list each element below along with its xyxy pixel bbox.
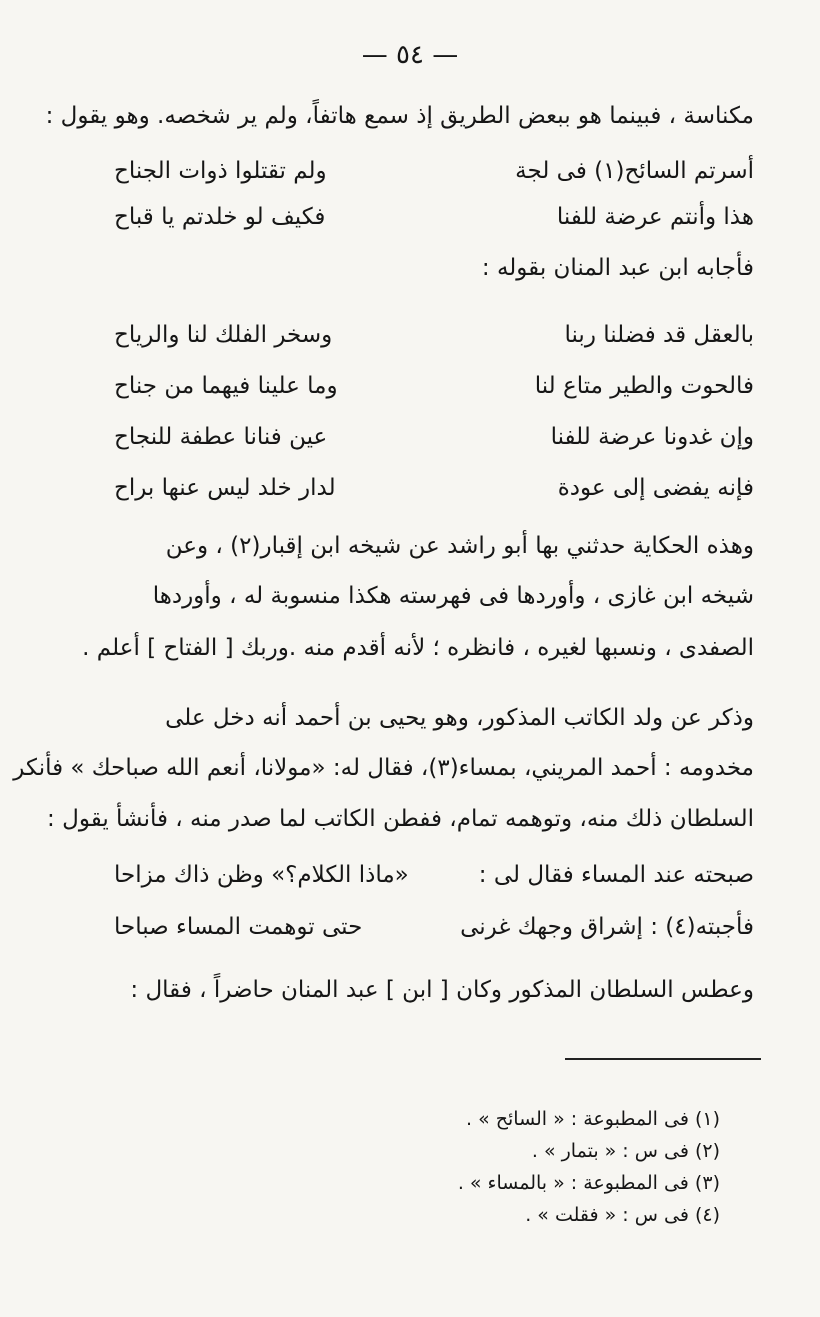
prose-line: شيخه ابن غازى ، وأوردها فى فهرسته هكذا منسوبة له ، وأوردها xyxy=(152,583,754,609)
prose-line: الصفدى ، ونسبها لغيره ، فانظره ؛ لأنه أقدم منه .وربك [ الفتاح ] أعلم . xyxy=(82,635,754,661)
verse-second-hemistich: فكيف لو خلدتم يا قباح xyxy=(114,204,326,230)
verse-second-hemistich: وسخر الفلك لنا والرياح xyxy=(114,322,333,348)
verse-second-hemistich: «ماذا الكلام؟» وظن ذاك مزاحا xyxy=(114,862,409,888)
prose-line: وعطس السلطان المذكور وكان [ ابن ] عبد المنان حاضراً ، فقال : xyxy=(130,977,754,1003)
verse-first-hemistich: فأجبته(٤) : إشراق وجهك غرنى xyxy=(460,914,754,940)
footnote: (٣) فى المطبوعة : « بالمساء » . xyxy=(457,1172,720,1194)
verse-first-hemistich: فإنه يفضى إلى عودة xyxy=(557,475,754,501)
verse-second-hemistich: لدار خلد ليس عنها براح xyxy=(114,475,336,501)
prose-line: فأجابه ابن عبد المنان بقوله : xyxy=(481,255,754,281)
footnotes xyxy=(320,1108,720,1236)
verse-line xyxy=(114,424,754,464)
prose-line: وذكر عن ولد الكاتب المذكور، وهو يحيى بن أحمد أنه دخل على xyxy=(165,705,754,731)
verse-line xyxy=(114,158,754,198)
footnote: (٢) فى س : « بتمار » . xyxy=(531,1140,720,1162)
prose-line: مخدومه : أحمد المريني، بمساء(٣)، فقال له: «مولانا، أنعم الله صباحك » فأنكر xyxy=(13,755,754,781)
verse-second-hemistich: عين فنانا عطفة للنجاح xyxy=(114,424,328,450)
verse-line xyxy=(114,373,754,413)
footnote: (١) فى المطبوعة : « السائح » . xyxy=(465,1108,720,1130)
verse-first-hemistich: صبحته عند المساء فقال لى : xyxy=(478,862,754,888)
footnote: (٤) فى س : « فقلت » . xyxy=(525,1204,720,1226)
verse-line xyxy=(114,862,754,902)
verse-line xyxy=(114,322,754,362)
prose-line: وهذه الحكاية حدثني بها أبو راشد عن شيخه ابن إقبار(٢) ، وعن xyxy=(165,533,754,559)
verse-second-hemistich: ولم تقتلوا ذوات الجناح xyxy=(114,158,327,184)
verse-line xyxy=(114,204,754,244)
verse-line xyxy=(114,475,754,515)
prose-line: السلطان ذلك منه، وتوهمه تمام، ففطن الكاتب لما صدر منه ، فأنشأ يقول : xyxy=(47,806,754,832)
verse-first-hemistich: أسرتم السائح(١) فى لجة xyxy=(515,158,754,184)
verse-first-hemistich: وإن غدونا عرضة للفنا xyxy=(550,424,754,450)
verse-second-hemistich: وما علينا فيهما من جناح xyxy=(114,373,338,399)
prose-line: مكناسة ، فبينما هو ببعض الطريق إذ سمع هاتفاً، ولم ير شخصه. وهو يقول : xyxy=(45,103,754,129)
verse-first-hemistich: بالعقل قد فضلنا ربنا xyxy=(564,322,754,348)
verse-first-hemistich: فالحوت والطير متاع لنا xyxy=(534,373,754,399)
verse-first-hemistich: هذا وأنتم عرضة للفنا xyxy=(556,204,754,230)
footnote-separator xyxy=(565,1058,761,1060)
page-number: — ٥٤ — xyxy=(361,40,459,70)
verse-second-hemistich: حتى توهمت المساء صباحا xyxy=(114,914,363,940)
verse-line xyxy=(114,914,754,954)
